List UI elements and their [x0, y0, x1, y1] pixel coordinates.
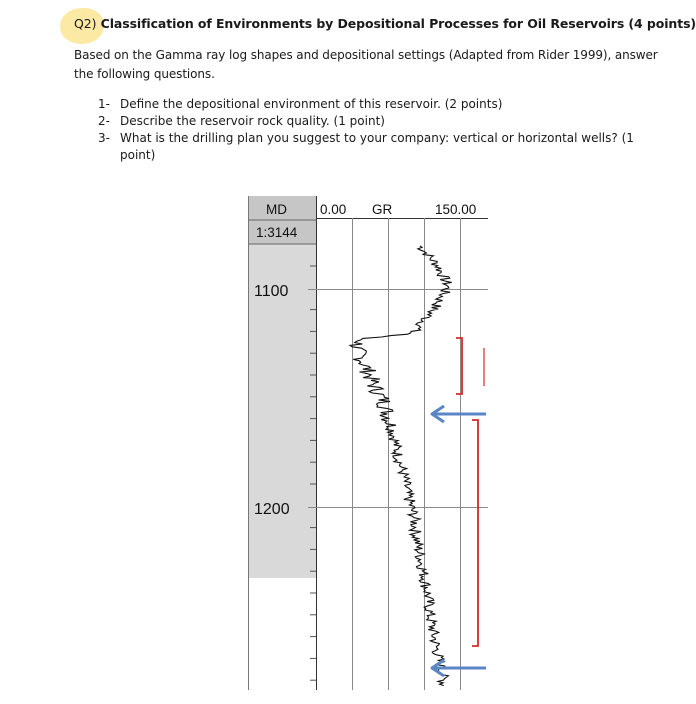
question-item-text: Define the depositional environment of this reservoir. (2 points)	[120, 97, 503, 111]
red-bracket-upper	[456, 338, 462, 394]
gamma-ray-log-svg	[248, 196, 488, 690]
question-title: Classification of Environments by Depositional Processes for Oil Reservoirs (4 points)	[100, 16, 696, 31]
gr-max-label: 150.00	[435, 202, 477, 217]
question-item-text: Describe the reservoir rock quality. (1 point)	[120, 114, 385, 128]
gr-min-label: 0.00	[320, 202, 347, 217]
question-intro: Based on the Gamma ray log shapes and depositional settings (Adapted from Rider 1999), answer the following questions.	[74, 48, 658, 81]
question-item-number: 1-	[98, 97, 110, 111]
gr-label: GR	[372, 202, 393, 217]
gamma-ray-curve	[350, 246, 452, 686]
blue-arrow-lower	[432, 660, 486, 676]
question-item-number: 3-	[98, 131, 110, 145]
depth-header: MD	[266, 202, 287, 217]
question-item-1	[98, 96, 658, 113]
question-item-2	[98, 113, 658, 130]
question-number: Q2)	[74, 16, 97, 31]
scale-label: 1:3144	[256, 225, 298, 240]
question-item-3	[98, 130, 658, 164]
depth-label-1100: 1100	[254, 283, 289, 300]
gamma-ray-log-figure	[248, 196, 488, 690]
question-item-text: What is the drilling plan you suggest to your company: vertical or horizontal wells? (1 point)	[120, 131, 634, 162]
depth-label-1200: 1200	[254, 501, 290, 518]
question-item-number: 2-	[98, 114, 110, 128]
question-list	[98, 96, 658, 164]
question-heading	[74, 16, 696, 31]
red-bracket-lower	[472, 420, 478, 646]
